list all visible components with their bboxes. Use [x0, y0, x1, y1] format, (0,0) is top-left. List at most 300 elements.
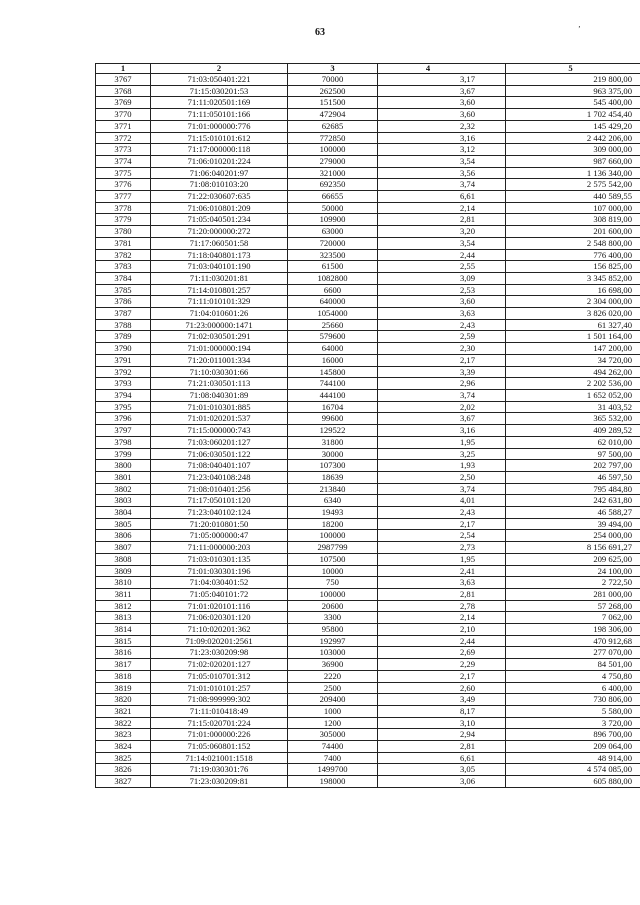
cell-row-number: 3805 [96, 518, 151, 530]
cell-area: 99600 [288, 413, 378, 425]
cell-value: 1 136 340,00 [506, 167, 640, 179]
cell-row-number: 3787 [96, 308, 151, 320]
table-row [96, 542, 640, 554]
cell-area: 50000 [288, 202, 378, 214]
cell-area: 744100 [288, 378, 378, 390]
cell-area: 750 [288, 577, 378, 589]
cell-rate: 3,06 [378, 776, 506, 788]
cell-value: 440 589,55 [506, 191, 640, 203]
cell-area: 472904 [288, 109, 378, 121]
cell-cadastral-number: 71:22:030607:635 [151, 191, 288, 203]
cell-row-number: 3797 [96, 425, 151, 437]
header-col-3: 3 [288, 64, 378, 74]
cell-rate: 2,43 [378, 319, 506, 331]
cell-rate: 8,17 [378, 705, 506, 717]
cell-row-number: 3789 [96, 331, 151, 343]
cell-value: 5 580,00 [506, 705, 640, 717]
cell-row-number: 3808 [96, 553, 151, 565]
cell-row-number: 3783 [96, 261, 151, 273]
cell-area: 262500 [288, 85, 378, 97]
cell-cadastral-number: 71:19:030301:76 [151, 764, 288, 776]
cell-rate: 3,17 [378, 74, 506, 86]
cell-row-number: 3816 [96, 647, 151, 659]
cell-area: 192997 [288, 635, 378, 647]
cell-value: 107 000,00 [506, 202, 640, 214]
cell-cadastral-number: 71:05:060801:152 [151, 741, 288, 753]
cell-row-number: 3782 [96, 249, 151, 261]
cell-area: 64000 [288, 343, 378, 355]
cell-area: 1054000 [288, 308, 378, 320]
header-col-5: 5 [506, 64, 640, 74]
header-col-4: 4 [378, 64, 506, 74]
cell-cadastral-number: 71:01:000000:226 [151, 729, 288, 741]
cell-cadastral-number: 71:01:000000:776 [151, 120, 288, 132]
table-row [96, 261, 640, 273]
cell-area: 62685 [288, 120, 378, 132]
cell-value: 156 825,00 [506, 261, 640, 273]
cell-cadastral-number: 71:23:040108:248 [151, 471, 288, 483]
cell-rate: 1,95 [378, 553, 506, 565]
cell-cadastral-number: 71:11:010418:49 [151, 705, 288, 717]
table-row [96, 226, 640, 238]
cell-value: 494 262,00 [506, 366, 640, 378]
table-row [96, 436, 640, 448]
cell-value: 84 501,00 [506, 659, 640, 671]
table-row [96, 191, 640, 203]
cell-area: 2500 [288, 682, 378, 694]
cell-cadastral-number: 71:01:000000:194 [151, 343, 288, 355]
cell-value: 2 548 800,00 [506, 237, 640, 249]
cell-rate: 2,14 [378, 612, 506, 624]
cell-rate: 3,16 [378, 425, 506, 437]
cell-row-number: 3791 [96, 354, 151, 366]
table-row [96, 366, 640, 378]
cell-row-number: 3781 [96, 237, 151, 249]
table-body [96, 74, 640, 788]
cell-area: 6340 [288, 495, 378, 507]
cell-row-number: 3776 [96, 179, 151, 191]
cell-row-number: 3788 [96, 319, 151, 331]
table-row [96, 179, 640, 191]
cell-cadastral-number: 71:05:010701:312 [151, 670, 288, 682]
cell-rate: 2,81 [378, 588, 506, 600]
cell-rate: 2,69 [378, 647, 506, 659]
table-row [96, 132, 640, 144]
cell-value: 209 064,00 [506, 741, 640, 753]
cell-value: 987 660,00 [506, 155, 640, 167]
table-row [96, 167, 640, 179]
cell-value: 2 202 536,00 [506, 378, 640, 390]
table-row [96, 635, 640, 647]
table-row [96, 507, 640, 519]
cell-value: 1 501 164,00 [506, 331, 640, 343]
cell-cadastral-number: 71:08:010401:256 [151, 483, 288, 495]
cell-value: 2 575 542,00 [506, 179, 640, 191]
table-row [96, 600, 640, 612]
cell-row-number: 3768 [96, 85, 151, 97]
table-row [96, 97, 640, 109]
cell-value: 2 442 206,00 [506, 132, 640, 144]
cell-cadastral-number: 71:17:060501:58 [151, 237, 288, 249]
cell-row-number: 3775 [96, 167, 151, 179]
cell-row-number: 3821 [96, 705, 151, 717]
cell-cadastral-number: 71:08:040301:89 [151, 389, 288, 401]
cell-value: 776 400,00 [506, 249, 640, 261]
cell-rate: 2,17 [378, 518, 506, 530]
cell-rate: 3,10 [378, 717, 506, 729]
cell-row-number: 3815 [96, 635, 151, 647]
table-row [96, 577, 640, 589]
table-row [96, 354, 640, 366]
table-row [96, 694, 640, 706]
cell-cadastral-number: 71:11:050101:166 [151, 109, 288, 121]
cell-value: 57 268,00 [506, 600, 640, 612]
cell-value: 31 403,52 [506, 401, 640, 413]
table-row [96, 249, 640, 261]
cell-row-number: 3767 [96, 74, 151, 86]
cell-value: 963 375,00 [506, 85, 640, 97]
cell-area: 444100 [288, 389, 378, 401]
header-col-1: 1 [96, 64, 151, 74]
cell-row-number: 3796 [96, 413, 151, 425]
table-row [96, 85, 640, 97]
cell-cadastral-number: 71:06:040201:97 [151, 167, 288, 179]
cell-row-number: 3806 [96, 530, 151, 542]
table-row [96, 659, 640, 671]
cell-row-number: 3822 [96, 717, 151, 729]
cell-cadastral-number: 71:11:020501:169 [151, 97, 288, 109]
cell-value: 2 304 000,00 [506, 296, 640, 308]
cell-value: 277 070,00 [506, 647, 640, 659]
table-row [96, 717, 640, 729]
table-row [96, 612, 640, 624]
cell-area: 30000 [288, 448, 378, 460]
cell-row-number: 3771 [96, 120, 151, 132]
cell-rate: 3,60 [378, 97, 506, 109]
cell-cadastral-number: 71:14:021001:1518 [151, 752, 288, 764]
cell-value: 61 327,40 [506, 319, 640, 331]
cell-rate: 4,01 [378, 495, 506, 507]
cell-cadastral-number: 71:15:010101:612 [151, 132, 288, 144]
cell-value: 202 797,00 [506, 460, 640, 472]
cell-area: 323500 [288, 249, 378, 261]
cell-value: 16 698,00 [506, 284, 640, 296]
cell-rate: 2,10 [378, 624, 506, 636]
cell-cadastral-number: 71:23:030209:81 [151, 776, 288, 788]
cell-cadastral-number: 71:20:000000:272 [151, 226, 288, 238]
table-row [96, 460, 640, 472]
cell-cadastral-number: 71:20:010801:50 [151, 518, 288, 530]
table-row [96, 624, 640, 636]
table-row [96, 144, 640, 156]
cell-cadastral-number: 71:17:050101:120 [151, 495, 288, 507]
cell-area: 2220 [288, 670, 378, 682]
cell-area: 16704 [288, 401, 378, 413]
cell-cadastral-number: 71:21:030501:113 [151, 378, 288, 390]
cell-area: 692350 [288, 179, 378, 191]
cell-rate: 3,16 [378, 132, 506, 144]
table-row [96, 237, 640, 249]
cell-cadastral-number: 71:06:030501:122 [151, 448, 288, 460]
cell-value: 46 597,50 [506, 471, 640, 483]
table-row [96, 284, 640, 296]
cell-value: 308 819,00 [506, 214, 640, 226]
cell-row-number: 3793 [96, 378, 151, 390]
table-row [96, 647, 640, 659]
cell-area: 19493 [288, 507, 378, 519]
cell-rate: 2,50 [378, 471, 506, 483]
cell-row-number: 3819 [96, 682, 151, 694]
cell-area: 107300 [288, 460, 378, 472]
cell-cadastral-number: 71:04:010601:26 [151, 308, 288, 320]
cell-cadastral-number: 71:20:011001:334 [151, 354, 288, 366]
cell-area: 61500 [288, 261, 378, 273]
cell-area: 213840 [288, 483, 378, 495]
cell-area: 25660 [288, 319, 378, 331]
cell-cadastral-number: 71:06:010801:209 [151, 202, 288, 214]
cell-row-number: 3801 [96, 471, 151, 483]
cell-value: 2 722,50 [506, 577, 640, 589]
cell-row-number: 3800 [96, 460, 151, 472]
table-row [96, 74, 640, 86]
cell-rate: 3,49 [378, 694, 506, 706]
cell-value: 24 100,00 [506, 565, 640, 577]
cell-area: 145800 [288, 366, 378, 378]
cell-area: 100000 [288, 144, 378, 156]
table-row [96, 296, 640, 308]
cell-area: 198000 [288, 776, 378, 788]
cell-cadastral-number: 71:05:040101:72 [151, 588, 288, 600]
cell-value: 209 625,00 [506, 553, 640, 565]
cell-row-number: 3820 [96, 694, 151, 706]
cell-row-number: 3795 [96, 401, 151, 413]
cell-area: 31800 [288, 436, 378, 448]
cell-row-number: 3824 [96, 741, 151, 753]
table-row [96, 202, 640, 214]
cell-row-number: 3769 [96, 97, 151, 109]
cell-cadastral-number: 71:09:020201:2561 [151, 635, 288, 647]
cell-rate: 2,96 [378, 378, 506, 390]
cell-cadastral-number: 71:06:010201:224 [151, 155, 288, 167]
cell-cadastral-number: 71:04:030401:52 [151, 577, 288, 589]
cell-rate: 3,20 [378, 226, 506, 238]
cell-rate: 2,43 [378, 507, 506, 519]
cell-row-number: 3810 [96, 577, 151, 589]
table-row [96, 331, 640, 343]
table-row [96, 425, 640, 437]
cell-rate: 3,54 [378, 155, 506, 167]
cell-rate: 6,61 [378, 191, 506, 203]
cell-cadastral-number: 71:23:000000:1471 [151, 319, 288, 331]
table-row [96, 588, 640, 600]
cell-area: 16000 [288, 354, 378, 366]
cell-value: 6 400,00 [506, 682, 640, 694]
cell-value: 409 289,52 [506, 425, 640, 437]
table-row [96, 319, 640, 331]
table-row [96, 401, 640, 413]
cell-area: 129522 [288, 425, 378, 437]
cell-rate: 2,17 [378, 670, 506, 682]
cell-rate: 3,39 [378, 366, 506, 378]
cell-value: 39 494,00 [506, 518, 640, 530]
cell-rate: 3,25 [378, 448, 506, 460]
cell-area: 6600 [288, 284, 378, 296]
cell-cadastral-number: 71:08:010103:20 [151, 179, 288, 191]
cell-row-number: 3817 [96, 659, 151, 671]
table-row [96, 483, 640, 495]
cell-cadastral-number: 71:15:000000:743 [151, 425, 288, 437]
cell-cadastral-number: 71:14:010801:257 [151, 284, 288, 296]
cell-area: 74400 [288, 741, 378, 753]
cell-rate: 3,05 [378, 764, 506, 776]
cell-rate: 2,30 [378, 343, 506, 355]
cell-value: 48 914,00 [506, 752, 640, 764]
cell-cadastral-number: 71:01:020101:116 [151, 600, 288, 612]
cell-row-number: 3792 [96, 366, 151, 378]
cell-cadastral-number: 71:08:999999:302 [151, 694, 288, 706]
cell-value: 4 574 085,00 [506, 764, 640, 776]
cell-area: 1000 [288, 705, 378, 717]
cell-cadastral-number: 71:23:040102:124 [151, 507, 288, 519]
cell-area: 2987799 [288, 542, 378, 554]
cell-cadastral-number: 71:03:010301:135 [151, 553, 288, 565]
cell-rate: 3,63 [378, 308, 506, 320]
cell-rate: 3,60 [378, 296, 506, 308]
page-number: 63 [315, 27, 325, 38]
cell-rate: 2,02 [378, 401, 506, 413]
cell-rate: 2,53 [378, 284, 506, 296]
cell-row-number: 3798 [96, 436, 151, 448]
cell-area: 579600 [288, 331, 378, 343]
cell-cadastral-number: 71:01:030301:196 [151, 565, 288, 577]
cell-value: 219 800,00 [506, 74, 640, 86]
cell-rate: 2,14 [378, 202, 506, 214]
cell-rate: 2,78 [378, 600, 506, 612]
cell-value: 242 631,80 [506, 495, 640, 507]
cell-row-number: 3779 [96, 214, 151, 226]
cell-area: 103000 [288, 647, 378, 659]
cell-area: 1499700 [288, 764, 378, 776]
table-row [96, 308, 640, 320]
cell-area: 1082800 [288, 272, 378, 284]
cell-cadastral-number: 71:03:050401:221 [151, 74, 288, 86]
cell-cadastral-number: 71:15:030201:53 [151, 85, 288, 97]
cell-value: 795 484,80 [506, 483, 640, 495]
cell-rate: 2,54 [378, 530, 506, 542]
cell-rate: 2,81 [378, 214, 506, 226]
table-row [96, 413, 640, 425]
cell-row-number: 3812 [96, 600, 151, 612]
cell-cadastral-number: 71:10:020201:362 [151, 624, 288, 636]
cell-rate: 2,44 [378, 249, 506, 261]
cell-value: 198 306,00 [506, 624, 640, 636]
cell-row-number: 3778 [96, 202, 151, 214]
table-row [96, 378, 640, 390]
table-row [96, 565, 640, 577]
table-row [96, 705, 640, 717]
cell-value: 470 912,68 [506, 635, 640, 647]
cell-row-number: 3780 [96, 226, 151, 238]
cell-value: 147 200,00 [506, 343, 640, 355]
cell-row-number: 3814 [96, 624, 151, 636]
cell-rate: 2,59 [378, 331, 506, 343]
cell-rate: 3,09 [378, 272, 506, 284]
cell-value: 3 826 020,00 [506, 308, 640, 320]
cell-cadastral-number: 71:11:010101:329 [151, 296, 288, 308]
table-row [96, 214, 640, 226]
cell-area: 109900 [288, 214, 378, 226]
cell-row-number: 3825 [96, 752, 151, 764]
cell-row-number: 3811 [96, 588, 151, 600]
cell-cadastral-number: 71:02:020201:127 [151, 659, 288, 671]
cell-value: 62 010,00 [506, 436, 640, 448]
cell-cadastral-number: 71:05:040501:234 [151, 214, 288, 226]
cell-rate: 3,74 [378, 179, 506, 191]
cell-cadastral-number: 71:02:030501:291 [151, 331, 288, 343]
table-row [96, 553, 640, 565]
table-row [96, 343, 640, 355]
cell-area: 10000 [288, 565, 378, 577]
cell-cadastral-number: 71:05:000000:47 [151, 530, 288, 542]
cell-value: 365 532,00 [506, 413, 640, 425]
cell-rate: 3,67 [378, 413, 506, 425]
cell-rate: 3,67 [378, 85, 506, 97]
cell-rate: 6,61 [378, 752, 506, 764]
cell-rate: 3,74 [378, 483, 506, 495]
cell-area: 95800 [288, 624, 378, 636]
cell-value: 201 600,00 [506, 226, 640, 238]
cell-area: 321000 [288, 167, 378, 179]
cell-row-number: 3785 [96, 284, 151, 296]
cell-rate: 2,44 [378, 635, 506, 647]
cell-value: 3 720,00 [506, 717, 640, 729]
cell-cadastral-number: 71:17:000000:118 [151, 144, 288, 156]
cell-value: 254 000,00 [506, 530, 640, 542]
cell-area: 63000 [288, 226, 378, 238]
cell-rate: 3,56 [378, 167, 506, 179]
cell-row-number: 3827 [96, 776, 151, 788]
cell-rate: 3,74 [378, 389, 506, 401]
cell-area: 1200 [288, 717, 378, 729]
table-row [96, 729, 640, 741]
cell-rate: 3,60 [378, 109, 506, 121]
cell-row-number: 3803 [96, 495, 151, 507]
table-row [96, 155, 640, 167]
cell-row-number: 3807 [96, 542, 151, 554]
cell-value: 545 400,00 [506, 97, 640, 109]
cell-value: 605 880,00 [506, 776, 640, 788]
cell-area: 100000 [288, 530, 378, 542]
table-row [96, 448, 640, 460]
cell-cadastral-number: 71:23:030209:98 [151, 647, 288, 659]
cell-value: 1 652 052,00 [506, 389, 640, 401]
cell-row-number: 3799 [96, 448, 151, 460]
header-col-2: 2 [151, 64, 288, 74]
cell-area: 70000 [288, 74, 378, 86]
cell-row-number: 3786 [96, 296, 151, 308]
cell-row-number: 3794 [96, 389, 151, 401]
cell-row-number: 3823 [96, 729, 151, 741]
cell-area: 3300 [288, 612, 378, 624]
cell-cadastral-number: 71:03:040101:190 [151, 261, 288, 273]
corner-mark: ‚ [578, 20, 581, 29]
cell-row-number: 3790 [96, 343, 151, 355]
cell-value: 97 500,00 [506, 448, 640, 460]
cell-row-number: 3777 [96, 191, 151, 203]
cell-rate: 2,60 [378, 682, 506, 694]
table-row [96, 752, 640, 764]
cell-rate: 2,32 [378, 120, 506, 132]
